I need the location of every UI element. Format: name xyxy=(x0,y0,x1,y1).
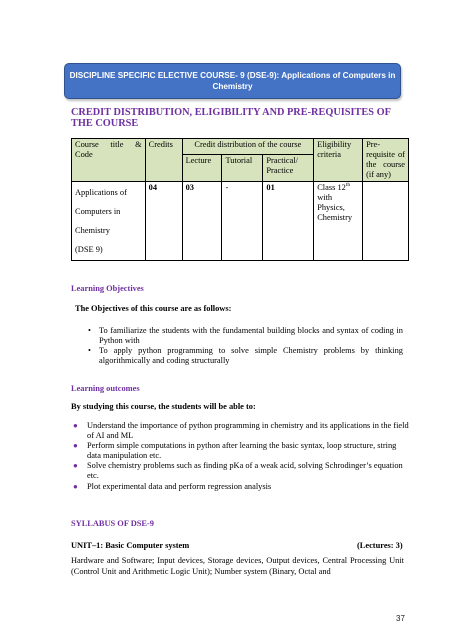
bullet-icon: ● xyxy=(73,421,78,430)
unit-lectures: (Lectures: 3) xyxy=(357,541,403,550)
header-practical: Practical/ Practice xyxy=(263,154,314,181)
objective-text: To apply python programming to solve simple Chemistry problems by thinking algorithmically and coding structurally xyxy=(99,346,403,365)
course-title-line: Applications of xyxy=(75,188,127,197)
list-item xyxy=(71,421,411,440)
outcome-text: Understand the importance of python programming in chemistry and its applications in the field of AI and ML xyxy=(87,421,409,440)
eligibility-class: Class 12 xyxy=(317,183,346,192)
outcome-text: Plot experimental data and perform regression analysis xyxy=(87,481,272,491)
cell-prerequisite xyxy=(363,182,409,261)
credit-section-title: CREDIT DISTRIBUTION, ELIGIBILITY AND PRE-REQUISITES OF THE COURSE xyxy=(71,107,391,129)
header-course-title: Course title & Code xyxy=(72,139,146,182)
course-banner xyxy=(64,63,401,99)
course-title-line: Computers in xyxy=(75,207,121,216)
unit-title: UNIT–1: Basic Computer system xyxy=(71,541,190,550)
bullet-icon: • xyxy=(88,346,91,356)
bullet-icon: • xyxy=(88,326,91,335)
header-tutorial: Tutorial xyxy=(222,154,263,181)
banner-title-line1: DISCIPLINE SPECIFIC ELECTIVE COURSE- 9 (DSE-9): Applications of Computers in xyxy=(69,71,396,80)
unit-description: Hardware and Software; Input devices, Storage devices, Output devices, Central Processing Unit (Control Unit and Arithmetic Logic Unit); Number system (Binary, Octal and xyxy=(71,556,404,576)
learning-objectives-intro: The Objectives of this course are as follows: xyxy=(75,304,232,313)
cell-lecture: 03 xyxy=(182,182,222,261)
eligibility-superscript: th xyxy=(345,182,351,189)
course-title-line: Chemistry xyxy=(75,226,110,235)
learning-outcomes-list xyxy=(71,421,411,492)
learning-objectives-title: Learning Objectives xyxy=(71,284,144,293)
outcome-text: Perform simple computations in python after learning the basic syntax, loop structure, string data manipulation etc. xyxy=(87,441,397,460)
cell-eligibility xyxy=(314,182,363,261)
bullet-icon: ● xyxy=(73,461,78,471)
header-prerequisite: Pre-requisite of the course (if any) xyxy=(363,139,409,182)
cell-credits: 04 xyxy=(145,182,182,261)
list-item xyxy=(71,482,411,492)
credit-table xyxy=(71,138,409,261)
learning-outcomes-title: Learning outcomes xyxy=(71,384,140,393)
header-credit-distribution: Credit distribution of the course xyxy=(182,139,314,155)
list-item xyxy=(85,326,403,345)
syllabus-title: SYLLABUS OF DSE-9 xyxy=(71,519,154,528)
list-item xyxy=(71,461,411,480)
learning-objectives-list xyxy=(85,326,403,366)
objective-text: To familiarize the students with the fundamental building blocks and syntax of coding in Python with xyxy=(99,326,403,345)
table-header-row xyxy=(72,139,409,155)
outcome-text: Solve chemistry problems such as finding pKa of a weak acid, solving Schrodinger’s equation etc. xyxy=(87,461,403,480)
header-eligibility: Eligibility criteria xyxy=(314,139,363,182)
cell-tutorial: - xyxy=(222,182,263,261)
header-credits: Credits xyxy=(145,139,182,182)
list-item xyxy=(85,346,403,365)
cell-practical: 01 xyxy=(263,182,314,261)
bullet-icon: ● xyxy=(73,441,78,451)
bullet-icon: ● xyxy=(73,481,78,491)
header-lecture: Lecture xyxy=(182,154,222,181)
banner-title-line2: Chemistry xyxy=(212,82,253,91)
list-item xyxy=(71,441,411,460)
course-code: (DSE 9) xyxy=(75,245,103,254)
page-number: 37 xyxy=(396,614,405,623)
eligibility-subjects: with Physics, Chemistry xyxy=(317,193,353,222)
table-row xyxy=(72,182,409,261)
learning-outcomes-intro: By studying this course, the students will be able to: xyxy=(71,402,256,411)
cell-course-title xyxy=(72,182,146,261)
